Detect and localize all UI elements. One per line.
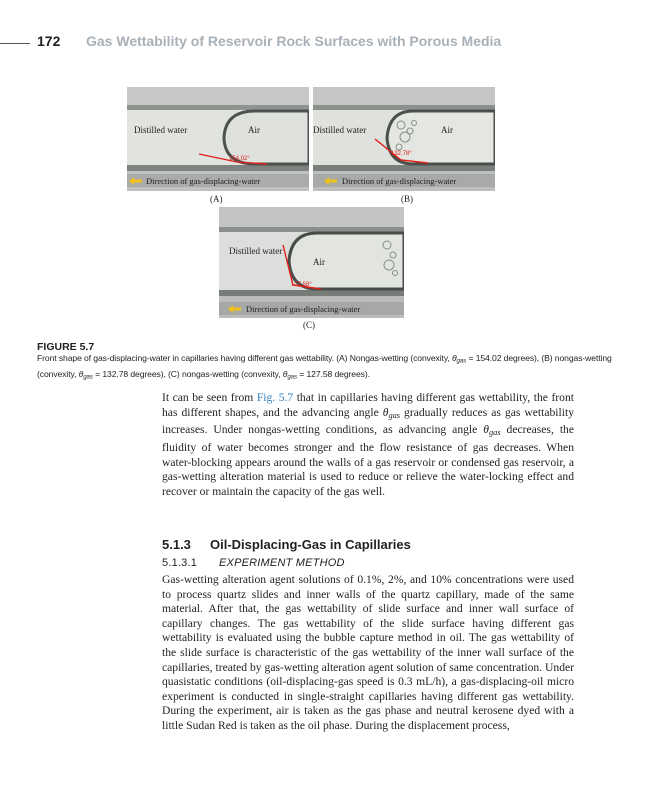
figure-caption: Front shape of gas-displacing-water in capillaries having different gas wettability. (A) Nongas-wetting (convexity, θgas = 154.02 degrees), (B) nongas-wetting (convexity, θgas = 132.78 degrees), (C) nongas-wetting (convexity, θgas = 127.58 degrees). [37,353,612,381]
section-heading [162,537,411,552]
figure-number: FIGURE 5.7 [37,341,95,353]
body-paragraph: It can be seen from Fig. 5.7 that in capillaries having different gas wettability, the front has different shapes, and the advancing angle θgas gradually reduces as gas wettability increases. Under nongas-wetting conditions, as advancing angle θgas decreases, the fluidity of water becomes stronger and the flow resistance of gas decreases. When water-blocking appears around the walls of a gas reservoir or condensed gas reservoir, a gas-wetting alteration material is used to reduce or relieve the water-locking effect and recover or maintain the capacity of the gas well. [162,391,574,498]
figure-panel-c [219,207,404,318]
figure-panel-b [313,87,495,191]
water-label-b: Distilled water [313,125,367,135]
section-title: Oil-Displacing-Gas in Capillaries [210,537,411,552]
subsection-number: 5.1.3.1 [162,557,198,569]
panel-label-a: (A) [210,194,223,204]
page-number: 172 [37,33,61,49]
capillary-photo-c [219,207,404,318]
panel-label-c: (C) [303,320,315,330]
running-title: Gas Wettability of Reservoir Rock Surfaces with Porous Media [86,33,502,49]
figure-panel-a [127,87,309,191]
header-rule [0,43,30,44]
panel-label-b: (B) [401,194,413,204]
air-label-a: Air [248,125,260,135]
air-label-b: Air [441,125,453,135]
direction-label-a: Direction of gas-displacing-water [146,176,261,186]
water-label-a: Distilled water [134,125,188,135]
angle-label-b: 132.78° [391,151,412,157]
section-number: 5.1.3 [162,537,191,552]
air-label-c: Air [313,257,325,267]
figure-link[interactable]: Fig. 5.7 [256,391,294,404]
direction-label-b: Direction of gas-displacing-water [342,176,457,186]
direction-label-c: Direction of gas-displacing-water [246,304,361,314]
page-header [0,33,648,55]
water-label-c: Distilled water [229,246,283,256]
capillary-photo-a [127,87,309,191]
angle-label-c: 127.58° [291,282,312,288]
subsection-title: EXPERIMENT METHOD [219,557,345,569]
angle-label-a: 154.02° [229,156,250,162]
capillary-photo-b [313,87,495,191]
body-paragraph: Gas-wetting alteration agent solutions of 0.1%, 2%, and 10% concentrations were used to process quartz slides and inner walls of the quartz capillary, made of the same material. After that, the gas wettability of slide surface and inner wall surface of capillary changes. The gas wettability of the slide surface having different gas wettability is evaluated using the bubble capture method in oil. The gas wettability of the slide surface is characteristic of the gas wettability of the inner wall surface of the capillaries, treated by gas-wetting alteration agent solution of same concentration. Under quasistatic conditions (oil-displacing-gas speed is 0.3 mL/h), a gas-displacing-oil micro experiment is conducted in single-straight capillaries having different gas wettability. During the experiment, air is taken as the gas phase and neutral kerosene dyed with a little Sudan Red is taken as the oil phase. During the displacement process, [162,573,574,732]
subsection-heading [162,557,345,569]
